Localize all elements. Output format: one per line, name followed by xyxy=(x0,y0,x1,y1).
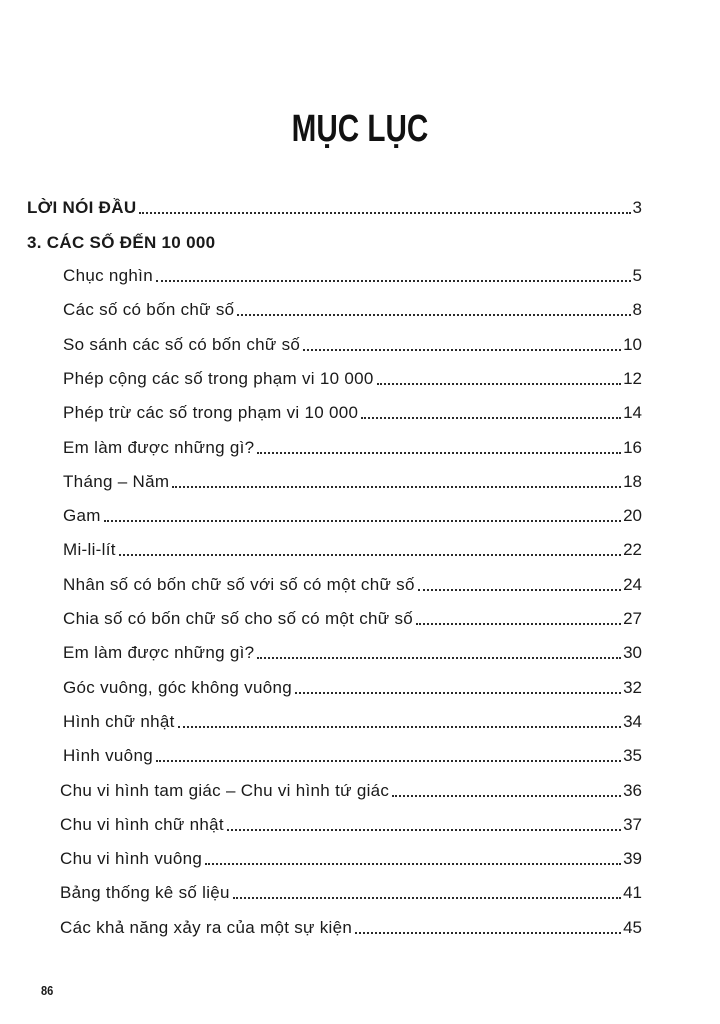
section-heading: 3. CÁC SỐ ĐẾN 10 000 xyxy=(27,233,216,252)
toc-preface-label: LỜI NÓI ĐẦU xyxy=(27,198,137,217)
toc-entry-page: 36 xyxy=(623,781,642,800)
toc-entry[interactable] xyxy=(63,574,642,596)
toc-entry-label: Các khả năng xảy ra của một sự kiện xyxy=(60,918,353,937)
page-number: 86 xyxy=(41,983,54,998)
toc-entry-label: Hình chữ nhật xyxy=(63,712,175,731)
dot-leader xyxy=(156,280,631,282)
toc-entry[interactable] xyxy=(63,745,642,767)
toc-entry-page: 37 xyxy=(623,815,642,834)
toc-entry[interactable] xyxy=(63,642,642,664)
toc-entry[interactable] xyxy=(60,814,642,836)
toc-entry-page: 8 xyxy=(632,300,642,319)
dot-leader xyxy=(361,417,621,419)
toc-entry-label: Chục nghìn xyxy=(63,266,153,285)
toc-entry-label: Chu vi hình tam giác – Chu vi hình tứ giác xyxy=(60,781,390,800)
toc-entry-label: Mi-li-lít xyxy=(63,540,116,559)
toc-entry-page: 20 xyxy=(623,506,642,525)
toc-entry[interactable] xyxy=(63,711,642,733)
toc-entry-label: Chu vi hình vuông xyxy=(60,849,203,868)
dot-leader xyxy=(104,520,621,522)
toc-entry[interactable] xyxy=(63,368,642,390)
toc-entry-page: 41 xyxy=(623,883,642,902)
toc-preface-page: 3 xyxy=(632,198,642,217)
toc-entry-label: Chu vi hình chữ nhật xyxy=(60,815,224,834)
toc-entry-page: 16 xyxy=(623,438,642,457)
toc-entry-label: Góc vuông, góc không vuông xyxy=(63,678,292,697)
dot-leader xyxy=(295,692,621,694)
toc-entry[interactable] xyxy=(63,265,642,287)
toc-entry-label: Em làm được những gì? xyxy=(63,643,255,662)
toc-entry[interactable] xyxy=(60,917,642,939)
toc-preface[interactable] xyxy=(27,197,642,219)
toc-entry-page: 45 xyxy=(623,918,642,937)
toc-entry-label: Phép trừ các số trong phạm vi 10 000 xyxy=(63,403,359,422)
dot-leader xyxy=(237,314,630,316)
toc-entry-page: 30 xyxy=(623,643,642,662)
toc-entry-page: 24 xyxy=(623,575,642,594)
toc-entry-page: 34 xyxy=(623,712,642,731)
toc-entry-label: Các số có bốn chữ số xyxy=(63,300,235,319)
toc-entry-page: 32 xyxy=(623,678,642,697)
toc-entry-label: Gam xyxy=(63,506,101,525)
toc-entry-label: Tháng – Năm xyxy=(63,472,170,491)
dot-leader xyxy=(205,863,621,865)
toc-entry-label: Hình vuông xyxy=(63,746,153,765)
toc-entry[interactable] xyxy=(60,848,642,870)
dot-leader xyxy=(156,760,621,762)
toc-entry-label: So sánh các số có bốn chữ số xyxy=(63,335,301,354)
page-title: MỤC LỤC xyxy=(291,108,429,150)
toc-entry-page: 5 xyxy=(632,266,642,285)
dot-leader xyxy=(257,452,621,454)
toc-entry-page: 18 xyxy=(623,472,642,491)
dot-leader xyxy=(303,349,621,351)
toc-entry-page: 35 xyxy=(623,746,642,765)
toc-entry-label: Nhân số có bốn chữ số với số có một chữ số xyxy=(63,575,415,594)
toc-entry[interactable] xyxy=(60,882,642,904)
dot-leader xyxy=(392,795,621,797)
toc-entry[interactable] xyxy=(63,677,642,699)
dot-leader xyxy=(418,589,621,591)
toc-entry-label: Em làm được những gì? xyxy=(63,438,255,457)
dot-leader xyxy=(416,623,621,625)
dot-leader xyxy=(355,932,621,934)
toc-entry[interactable] xyxy=(63,299,642,321)
dot-leader xyxy=(377,383,621,385)
toc-entry[interactable] xyxy=(63,402,642,424)
toc-entry-page: 10 xyxy=(623,335,642,354)
dot-leader xyxy=(233,897,621,899)
dot-leader xyxy=(119,554,621,556)
dot-leader xyxy=(178,726,621,728)
dot-leader xyxy=(139,212,630,214)
toc-entry[interactable] xyxy=(63,505,642,527)
dot-leader xyxy=(172,486,621,488)
toc-entry-page: 14 xyxy=(623,403,642,422)
toc-entry[interactable] xyxy=(63,437,642,459)
toc-entry[interactable] xyxy=(63,539,642,561)
toc-entry-label: Bảng thống kê số liệu xyxy=(60,883,230,902)
dot-leader xyxy=(257,657,621,659)
toc-entry[interactable] xyxy=(63,471,642,493)
dot-leader xyxy=(227,829,621,831)
toc-entry-page: 12 xyxy=(623,369,642,388)
toc-entry[interactable] xyxy=(63,608,642,630)
toc-entry-page: 22 xyxy=(623,540,642,559)
toc-entry-label: Phép cộng các số trong phạm vi 10 000 xyxy=(63,369,374,388)
toc-entry-page: 39 xyxy=(623,849,642,868)
toc-entry[interactable] xyxy=(60,780,642,802)
toc-entry-label: Chia số có bốn chữ số cho số có một chữ số xyxy=(63,609,414,628)
toc-entry-page: 27 xyxy=(623,609,642,628)
toc-entry[interactable] xyxy=(63,334,642,356)
